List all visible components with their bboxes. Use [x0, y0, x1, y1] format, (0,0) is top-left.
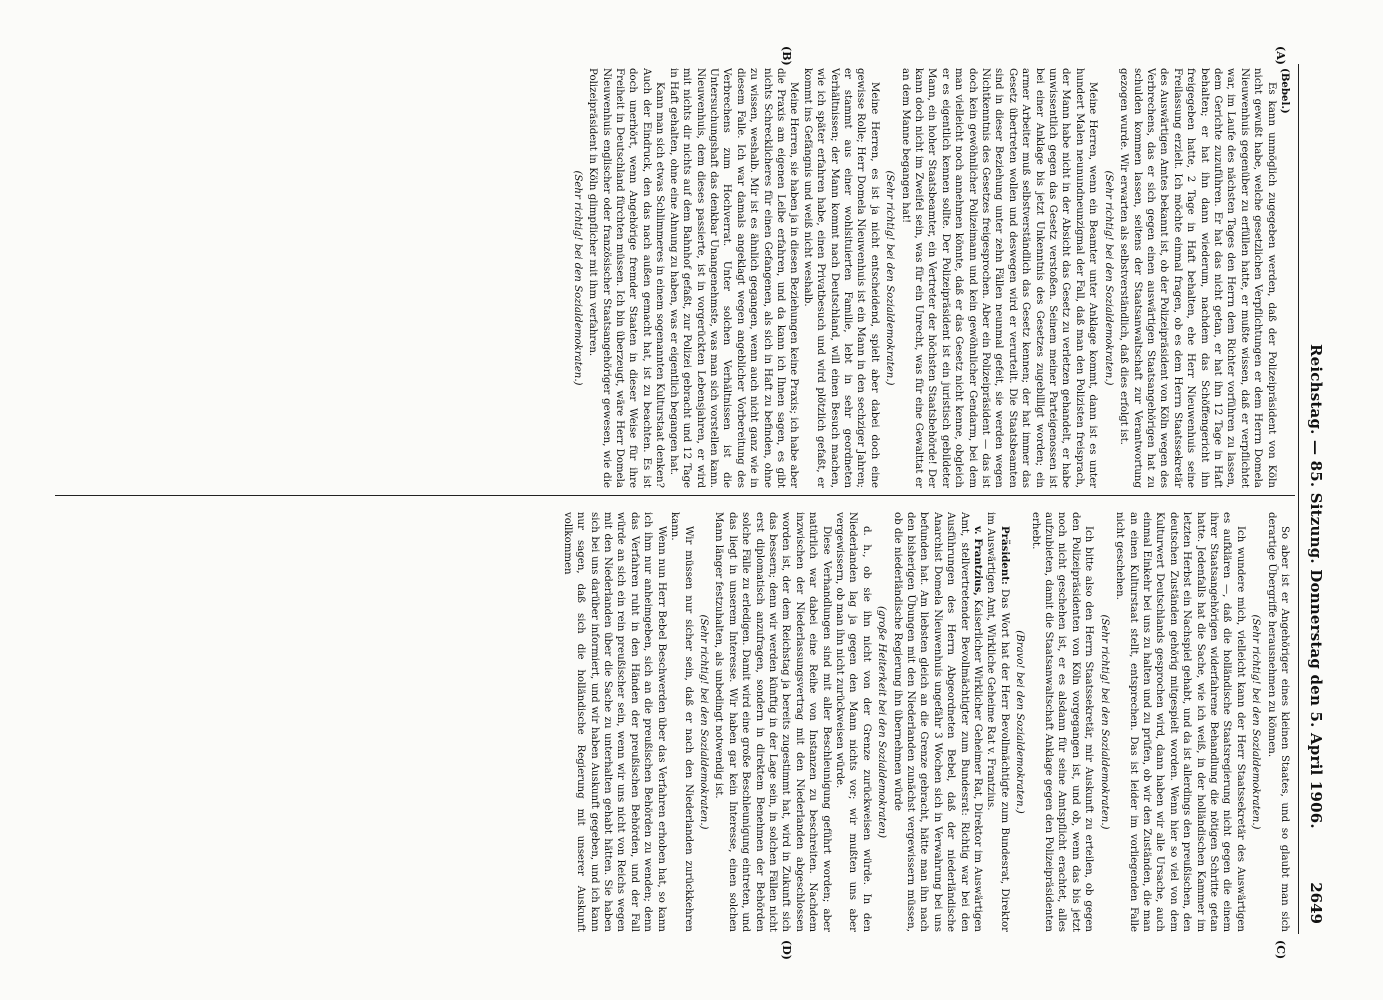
interjection: (Sehr richtig! bei den Sozialdemokraten.): [697, 614, 709, 830]
paragraph: So aber ist er Angehöriger eines kleinen Staates, und so glaubt man sich derartige Übergriffe herausnehmen zu können.: [1265, 512, 1290, 932]
paragraph-text: Das Wort hat der Herr Bevollmächtigte zum Bundesrat, Direktor im Auswärtigen Amt, Wirkliche Geheime Rat v. Frantzius.: [985, 512, 1010, 932]
margin-marker-d: (D): [780, 940, 793, 960]
paragraph: d. h., ob sie ihn nicht von der Grenze zurückweisen würde. In den Niederlanden lag ja gegen den Mann nichts vor; wir mußten uns aber vergewissern, ob man ihn nicht zurückweisen würde.: [834, 512, 872, 932]
interjection: (Sehr richtig! bei den Sozialdemokraten.): [1098, 614, 1110, 830]
interjection: (Sehr richtig! bei den Sozialdemokraten.): [571, 170, 583, 386]
margin-marker-a: (A): [1274, 46, 1287, 65]
page-number: 2649: [1307, 882, 1325, 924]
header-rule: [1298, 64, 1299, 934]
right-column: [61, 512, 1291, 932]
speaker-name: v. Frantzius,: [972, 526, 985, 596]
paragraph: Ich wundere mich, vielleicht kann der Herr Staatssekretär des Auswärtigen es aufklären —, daß die holländische Staatsregierung nicht gegen die einem ihrer Staatsangehörigen widerfahrene Behandlung die nötigen Schritte getan hatte. Jedenfalls hat die Sache, wie ich weiß, in der holländischen Kammer im letzten Herbst ein Nachspiel gehabt, und da ist allerdings den preußischen, den deutschen Zuständen gehörig mitgespielt worden. Wenn hier so viel von dem Kulturwert Deutschlands gesprochen wird, dann haben wir alle Ursache, auch einmal Einkehr bei uns zu halten und zu prüfen, ob wir den Zuständen, die man an einen Kulturstaat stellt, entsprechen. Das ist leider im vorliegenden Falle nicht geschehen.: [1114, 512, 1246, 932]
paragraph: Diese Verhandlungen sind mit aller Beschleunigung geführt worden; aber natürlich war dabei eine Reihe von Instanzen zu beschreiten. Nachdem inzwischen der Niederlassungsvertrag mit den Niederlanden abgeschlossen worden ist, der dem Reichstag ja bereits zugestimmt hat, wird in Zukunft sich das bessern; denn wir werden künftig in der Lage sein, in solchen Fällen nicht erst diplomatisch anzufragen, sondern in direktem Benehmen der Behörden solche Fälle zu erledigen. Damit wird eine große Beschleunigung eintreten, und das liegt in unserem Interesse. Wir haben gar kein Interesse, einen solchen Mann länger festzuhalten, als unbedingt notwendig ist.: [713, 512, 832, 932]
paragraph-text: Kaiserlicher Wirklicher Geheimer Rat, Direktor im Auswärtigen Amt, stellvertretender Bevollmächtigter zum Bundesrat: Richtig war bei den Ausführungen des Herrn Abgeordneten Bebel, daß der niederländische Anarchist Domela Nieuwenhuis ungefähr 3 Wochen sich in Verwahrung bei uns befunden hat. Am liebsten gleich an die Grenze gebracht, hätte man ihn nach den bisherigen Übungen mit den Niederlanden zunächst vergewissern müssen, ob die niederländische Regierung ihn übernehmen würde: [891, 512, 984, 932]
interjection: (große Heiterkeit bei den Sozialdemokraten): [876, 605, 888, 839]
left-column: [61, 68, 1291, 488]
interjection: (Sehr richtig! bei den Sozialdemokraten.): [884, 170, 896, 386]
page-title: Reichstag. — 85. Sitzung. Donnerstag den 5. April 1906.: [1307, 344, 1325, 829]
column-divider: [55, 495, 1295, 496]
paragraph: Wir müssen nur sicher sein, daß er nach den Niederlanden zurückkehren kann.: [669, 512, 694, 932]
paragraph: Ich bitte also den Herrn Staatssekretär, mir Auskunft zu erteilen, ob gegen den Polizeipräsidenten von Köln vorgegangen ist, und ob, wenn das bis jetzt noch nicht geschehen ist, er es alsdann für seine Amtspflicht erachtet, alles aufzubieten, damit die Staatsanwaltschaft Anklage gegen den Polizeipräsidenten erhebt.: [1029, 512, 1095, 932]
interjection: (Sehr richtig! bei den Sozialdemokraten.): [1250, 614, 1262, 830]
margin-marker-c: (C): [1274, 940, 1287, 960]
page-header: [1301, 64, 1327, 924]
speaker-name: Präsident:: [998, 526, 1011, 585]
paragraph: Meine Herren, sie haben ja in diesen Beziehungen keine Praxis; ich habe aber die Praxis am eigenen Leibe erfahren, und da kann ich Ihnen sagen, es gibt nichts Schrecklicheres für einen Gefangenen, als sich in Haft zu befinden, ohne zu wissen, weshalb. Mir ist es ähnlich gegangen, wenn auch nicht ganz wie in diesem Falle. Ich war damals angeklagt wegen angeblicher Vorbereitung des Verbrechens zum Hochverrat. Unter solchen Verhältnissen ist die Untersuchungshaft das denkbar Unangenehmste, was man sich vorstellen kann. Nieuwenhuis, dem dieses passierte, ist in vorgerückten Lebensjahren, er wird mit nichts dir nichts auf dem Bahnhof gefaßt, zur Polizei gebracht und 12 Tage in Haft gehalten, ohne eine Ahnung zu haben, was er eigentlich begangen hat.: [667, 68, 800, 488]
paragraph: Meine Herren, wenn ein Beamter unter Anklage kommt, dann ist es unter hundert Malen neunundneunzigmal der Fall, daß man den Polizisten freisprach, der Mann habe nicht in der Absicht das Gesetz zu verletzen gehandelt, er habe unwissentlich gegen das Gesetz verstoßen. Seinem meiner Parteigenossen ist bei einer Anklage bis jetzt Unkenntnis des Gesetzes zugebilligt worden; ein armer Arbeiter muß selbstverständlich das Gesetz kennen; der hat immer das Gesetz übertreten wollen und deswegen wird er verurteilt. Die Staatsbeamten sind in dieser Beziehung unter zehn Fällen neunmal gefeit, sie werden wegen Nichtkenntnis des Gesetzes freigesprochen. Aber ein Polizeipräsident — das ist doch kein gewöhnlicher Polizeimann und kein gewöhnlicher Gendarm, bei dem man vielleicht noch annehmen könnte, daß er das Gesetz nicht kenne, obgleich er es eigentlich kennen sollte. Der Polizeipräsident ist ein juristisch gebildeter Mann, ein hoher Staatsbeamter, ein Vertreter der höchsten Staatsbehörde! Der kann doch nicht im Zweifel sein, was für ein Unrecht, was für eine Gewalttat er an dem Manne begangen hat!: [899, 68, 1099, 488]
paragraph: Kann man sich etwas Schlimmeres in einem sogenannten Kulturstaat denken? Auch der Eindruck, den das nach außen gemacht hat, ist zu beachten. Es ist doch unerhört, wenn Angehörige fremder Staaten in dieser Weise für ihre Freiheit in Deutschland fürchten müssen. Ich bin überzeugt, wäre Herr Domela Nieuwenhuis englischer oder französischer Staatsangehöriger gewesen, wie die Polizeipräsident in Köln glimpflicher mit ihm verfahren.: [587, 68, 666, 488]
paragraph: Wenn nun Herr Bebel Beschwerden über das Verfahren erhoben hat, so kann ich ihm nur anheimgeben, sich an die preußischen Behörden zu wenden; denn das Verfahren ruht in den Händen der preußischen Behörden, und der Fall würde an sich ein rein preußischer sein, wenn wir uns nicht von Reichs wegen mit den Niederlanden über die Sache zu unterhalten gehabt hätten. Sie haben sich bei uns darüber informiert, und wir haben Auskunft gegeben, und ich kann nur sagen, daß sich die holländische Regierung mit unserer Auskunft vollkommen: [561, 512, 667, 932]
paragraph: Es kann unmöglich zugegeben werden, daß der Polizeipräsident von Köln nicht gewußt habe, welche gesetzlichen Verpflichtungen er dem Herrn Domela Nieuwenhuis gegenüber zu erfüllen hatte, er mußte wissen, daß er verpflichtet war, im Laufe des nächsten Tages den Herrn dem Richter vorführen zu lassen, dem Gerichte zuzuführen. Er hat das nicht getan, er hat ihn 12 Tage in Haft behalten; er hat ihn dann wiederum, nachdem das Schöffengericht ihn freigegeben hatte, 2 Tage in Haft behalten, ehe Herr Nieuwenhuis seine Freilassung erzielt. Ich möchte einmal fragen, ob es dem Herrn Staatssekretär des Auswärtigen Amtes bekannt ist, ob der Polizeipräsident von Köln wegen des Verbrechens, das er sich gegen einen auswärtigen Staatsangehörigen hat zu schulden kommen lassen, seitens der Staatsanwaltschaft zur Verantwortung gezogen wurde. Wir erwarten als selbstverständlich, daß dies erfolgt ist.: [1118, 68, 1277, 488]
speaker-tag: (Bebel.): [1279, 68, 1291, 114]
interjection: (Sehr richtig! bei den Sozialdemokraten.): [1102, 170, 1114, 386]
interjection: (Bravo! bei den Sozialdemokraten.): [1014, 630, 1026, 814]
paragraph: Meine Herren, es ist ja nicht entscheidend, spielt aber dabei doch eine gewisse Rolle; Herr Domela Nieuwenhuis ist ein Mann in den sechziger Jahren; er stammt aus einer wohlsituierten Familie, lebt in sehr geordneten Verhältnissen; der Mann kommt nach Deutschland, will einen Besuch machen, wie ich später erfahren habe, einen Privatbesuch und wird plötzlich gefaßt, er kommt ins Gefängnis und weiß nicht weshalb.: [801, 68, 880, 488]
margin-marker-b: (B): [780, 46, 793, 66]
paragraph: [984, 512, 1011, 932]
paragraph: [890, 512, 984, 932]
